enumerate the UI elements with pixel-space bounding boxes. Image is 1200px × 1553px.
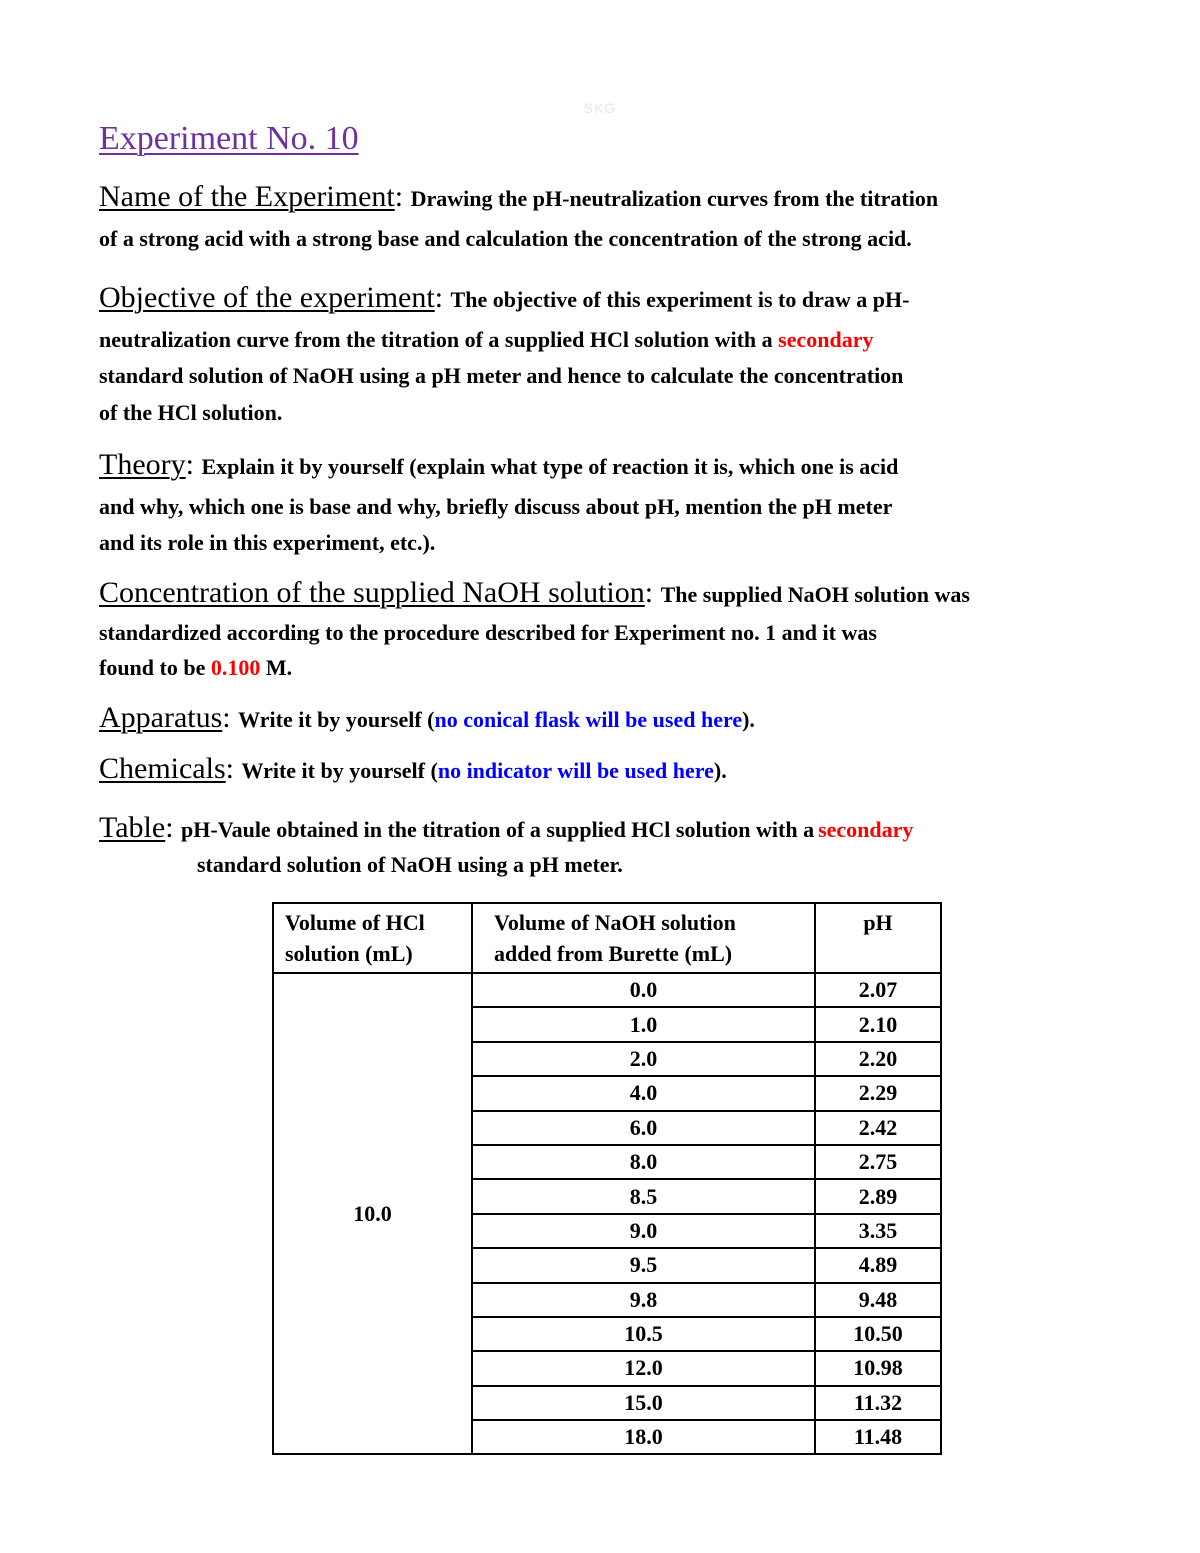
chemicals-text-b: ). (713, 758, 727, 783)
header-naoh-volume: Volume of NaOH solution added from Burette (mL) (472, 903, 815, 973)
cell-ph: 10.98 (815, 1351, 941, 1385)
concentration-text-1: The supplied NaOH solution was (660, 582, 970, 607)
chemicals-note: no indicator will be used here (437, 758, 714, 783)
cell-ph: 3.35 (815, 1214, 941, 1248)
cell-ph: 11.32 (815, 1386, 941, 1420)
apparatus-text-b: ). (742, 707, 755, 732)
objective-text-4: of the HCl solution. (99, 399, 283, 425)
theory-text-1: Explain it by yourself (explain what type of reaction it is, which one is acid (201, 454, 899, 479)
table-caption-line-1: Table: pH-Vaule obtained in the titration of a supplied HCl solution with a secondary (99, 811, 914, 844)
name-heading: Name of the Experiment (99, 180, 395, 213)
theory-heading: Theory (99, 448, 186, 481)
cell-naoh-volume: 6.0 (472, 1111, 815, 1145)
cell-naoh-volume: 1.0 (472, 1007, 815, 1041)
cell-ph: 11.48 (815, 1420, 941, 1454)
name-text-2: of a strong acid with a strong base and calculation the concentration of the strong acid. (99, 226, 912, 251)
chemicals-line: Chemicals: Write it by yourself (no indicator will be used here). (99, 752, 727, 785)
objective-text-2: neutralization curve from the titration of a supplied HCl solution with a (99, 326, 773, 352)
concentration-text-2: standardized according to the procedure described for Experiment no. 1 and it was (99, 620, 877, 645)
page-title: Experiment No. 10 (99, 120, 359, 157)
titration-data-table (272, 902, 942, 1455)
objective-text-1: The objective of this experiment is to draw a pH- (450, 287, 910, 312)
cell-ph: 2.20 (815, 1042, 941, 1076)
objective-heading: Objective of the experiment (99, 281, 435, 314)
cell-naoh-volume: 9.0 (472, 1214, 815, 1248)
apparatus-note: no conical flask will be used here (434, 707, 743, 732)
section-table-caption (99, 812, 1115, 881)
apparatus-line: Apparatus: Write it by yourself (no conical flask will be used here). (99, 701, 755, 734)
theory-line-1: Theory: Explain it by yourself (explain what type of reaction it is, which one is acid (99, 448, 899, 481)
header-ph: pH (815, 903, 941, 973)
objective-text-3: standard solution of NaOH using a pH meter and hence to calculate the concentration (99, 363, 904, 388)
section-chemicals (99, 750, 1115, 793)
table-row (273, 973, 941, 1007)
cell-naoh-volume: 2.0 (472, 1042, 815, 1076)
header-hcl-volume: Volume of HCl solution (mL) (273, 903, 472, 973)
cell-ph: 4.89 (815, 1248, 941, 1282)
cell-ph: 2.89 (815, 1179, 941, 1213)
concentration-heading: Concentration of the supplied NaOH solution (99, 576, 645, 609)
section-concentration (99, 575, 1115, 685)
theory-text-2: and why, which one is base and why, briefly discuss about pH, mention the pH meter (99, 493, 893, 519)
cell-ph: 2.75 (815, 1145, 941, 1179)
cell-naoh-volume: 0.0 (472, 973, 815, 1007)
concentration-line-1: Concentration of the supplied NaOH solution: The supplied NaOH solution was (99, 576, 970, 609)
cell-naoh-volume: 10.5 (472, 1317, 815, 1351)
cell-ph: 2.42 (815, 1111, 941, 1145)
cell-ph: 2.07 (815, 973, 941, 1007)
concentration-line-3 (99, 650, 1115, 685)
cell-naoh-volume: 9.8 (472, 1283, 815, 1317)
cell-ph: 10.50 (815, 1317, 941, 1351)
apparatus-heading: Apparatus (99, 701, 223, 734)
apparatus-text-a: Write it by yourself ( (238, 707, 435, 732)
chemicals-text-a: Write it by yourself ( (241, 758, 438, 783)
cell-hcl-volume: 10.0 (273, 973, 472, 1454)
objective-line-1: Objective of the experiment: The objective of this experiment is to draw a pH- (99, 281, 910, 314)
watermark: SKG (583, 100, 617, 116)
cell-ph: 2.29 (815, 1076, 941, 1110)
cell-naoh-volume: 18.0 (472, 1420, 815, 1454)
name-text-1: Drawing the pH-neutralization curves from the titration (410, 186, 939, 211)
table-header-row (273, 903, 941, 973)
objective-secondary-highlight: secondary (778, 326, 874, 352)
cell-ph: 2.10 (815, 1007, 941, 1041)
section-name-of-experiment (99, 178, 1115, 257)
cell-naoh-volume: 9.5 (472, 1248, 815, 1282)
cell-ph: 9.48 (815, 1283, 941, 1317)
table-caption-text-2: standard solution of NaOH using a pH meter. (197, 852, 623, 877)
concentration-text-3: found to be (99, 655, 206, 680)
cell-naoh-volume: 8.0 (472, 1145, 815, 1179)
section-theory (99, 447, 1115, 562)
chemicals-heading: Chemicals (99, 752, 226, 785)
objective-line-2 (99, 322, 1115, 359)
name-line-1: Name of the Experiment: Drawing the pH-neutralization curves from the titration (99, 180, 939, 213)
concentration-value: 0.100 (210, 655, 261, 680)
section-apparatus (99, 699, 1115, 742)
cell-naoh-volume: 12.0 (472, 1351, 815, 1385)
cell-naoh-volume: 15.0 (472, 1386, 815, 1420)
table-caption-secondary-highlight: secondary (818, 817, 914, 842)
cell-naoh-volume: 4.0 (472, 1076, 815, 1110)
section-objective (99, 280, 1115, 431)
concentration-unit: M. (265, 655, 293, 680)
table-heading: Table (99, 811, 166, 844)
cell-naoh-volume: 8.5 (472, 1179, 815, 1213)
theory-text-3: and its role in this experiment, etc.). (99, 530, 436, 555)
table-caption-text-1: pH-Vaule obtained in the titration of a supplied HCl solution with a (181, 817, 815, 842)
